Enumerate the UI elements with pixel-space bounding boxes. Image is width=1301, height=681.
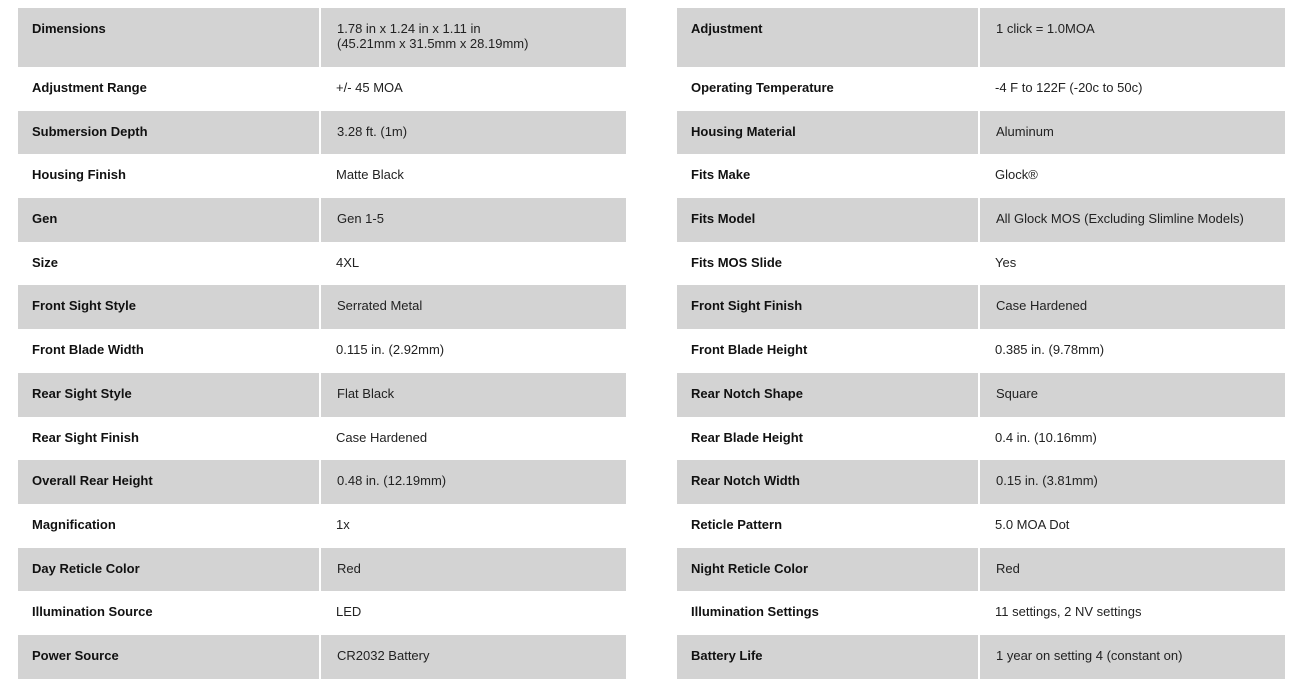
- spec-value: +/- 45 MOA: [321, 67, 626, 111]
- spec-value: Red: [321, 548, 626, 592]
- spec-value: 11 settings, 2 NV settings: [980, 591, 1285, 635]
- spec-label: Rear Notch Width: [677, 460, 980, 504]
- spec-value: 0.385 in. (9.78mm): [980, 329, 1285, 373]
- spec-value: Aluminum: [980, 111, 1285, 155]
- spec-row-front-blade-height: [677, 329, 1285, 373]
- spec-label: Illumination Source: [18, 591, 321, 635]
- spec-value: Serrated Metal: [321, 285, 626, 329]
- spec-label: Magnification: [18, 504, 321, 548]
- spec-label: Reticle Pattern: [677, 504, 980, 548]
- spec-row-night-reticle-color: [677, 548, 1285, 592]
- spec-value: 1 year on setting 4 (constant on): [980, 635, 1285, 679]
- spec-label: Rear Sight Finish: [18, 417, 321, 461]
- spec-row-rear-blade-height: [677, 417, 1285, 461]
- spec-label: Day Reticle Color: [18, 548, 321, 592]
- spec-label: Overall Rear Height: [18, 460, 321, 504]
- spec-value: Gen 1-5: [321, 198, 626, 242]
- spec-row-reticle-pattern: [677, 504, 1285, 548]
- spec-value: 1 click = 1.0MOA: [980, 8, 1285, 67]
- spec-value: 1x: [321, 504, 626, 548]
- spec-row-overall-rear-height: [18, 460, 626, 504]
- spec-row-fits-make: [677, 154, 1285, 198]
- spec-label: Fits MOS Slide: [677, 242, 980, 286]
- spec-label: Front Blade Width: [18, 329, 321, 373]
- spec-row-housing-material: [677, 111, 1285, 155]
- spec-label: Fits Model: [677, 198, 980, 242]
- spec-row-front-sight-style: [18, 285, 626, 329]
- spec-row-rear-notch-width: [677, 460, 1285, 504]
- spec-label: Rear Notch Shape: [677, 373, 980, 417]
- spec-value: 4XL: [321, 242, 626, 286]
- spec-value: Glock®: [980, 154, 1285, 198]
- spec-value: Case Hardened: [980, 285, 1285, 329]
- spec-row-rear-notch-shape: [677, 373, 1285, 417]
- spec-row-size: [18, 242, 626, 286]
- spec-label: Submersion Depth: [18, 111, 321, 155]
- spec-row-magnification: [18, 504, 626, 548]
- spec-row-housing-finish: [18, 154, 626, 198]
- spec-row-gen: [18, 198, 626, 242]
- spec-label: Dimensions: [18, 8, 321, 67]
- spec-value: LED: [321, 591, 626, 635]
- spec-value: 0.4 in. (10.16mm): [980, 417, 1285, 461]
- spec-value: 0.15 in. (3.81mm): [980, 460, 1285, 504]
- spec-value: Case Hardened: [321, 417, 626, 461]
- spec-label: Illumination Settings: [677, 591, 980, 635]
- spec-value: -4 F to 122F (-20c to 50c): [980, 67, 1285, 111]
- spec-label: Rear Sight Style: [18, 373, 321, 417]
- spec-table-right: [677, 8, 1285, 679]
- spec-value: Matte Black: [321, 154, 626, 198]
- spec-label: Size: [18, 242, 321, 286]
- spec-label: Adjustment: [677, 8, 980, 67]
- spec-value: Yes: [980, 242, 1285, 286]
- spec-label: Gen: [18, 198, 321, 242]
- spec-value: 5.0 MOA Dot: [980, 504, 1285, 548]
- spec-label: Front Sight Style: [18, 285, 321, 329]
- spec-value: 0.115 in. (2.92mm): [321, 329, 626, 373]
- spec-row-operating-temperature: [677, 67, 1285, 111]
- spec-value-line: 1.78 in x 1.24 in x 1.11 in: [337, 21, 481, 36]
- spec-row-adjustment-range: [18, 67, 626, 111]
- spec-value: Flat Black: [321, 373, 626, 417]
- spec-row-battery-life: [677, 635, 1285, 679]
- spec-row-submersion-depth: [18, 111, 626, 155]
- spec-label: Front Blade Height: [677, 329, 980, 373]
- spec-label: Operating Temperature: [677, 67, 980, 111]
- spec-value: 3.28 ft. (1m): [321, 111, 626, 155]
- spec-value: Red: [980, 548, 1285, 592]
- spec-row-rear-sight-style: [18, 373, 626, 417]
- spec-row-illumination-settings: [677, 591, 1285, 635]
- spec-value: CR2032 Battery: [321, 635, 626, 679]
- spec-table-left: [18, 8, 626, 679]
- spec-label: Power Source: [18, 635, 321, 679]
- spec-label: Adjustment Range: [18, 67, 321, 111]
- spec-row-fits-model: [677, 198, 1285, 242]
- spec-value: Square: [980, 373, 1285, 417]
- spec-label: Housing Finish: [18, 154, 321, 198]
- spec-row-fits-mos-slide: [677, 242, 1285, 286]
- spec-row-dimensions: [18, 8, 626, 67]
- spec-label: Front Sight Finish: [677, 285, 980, 329]
- spec-value-line: (45.21mm x 31.5mm x 28.19mm): [337, 36, 529, 51]
- spec-row-illumination-source: [18, 591, 626, 635]
- spec-row-rear-sight-finish: [18, 417, 626, 461]
- spec-label: Housing Material: [677, 111, 980, 155]
- spec-row-front-blade-width: [18, 329, 626, 373]
- spec-row-power-source: [18, 635, 626, 679]
- spec-row-day-reticle-color: [18, 548, 626, 592]
- spec-value: [321, 8, 626, 67]
- spec-value: All Glock MOS (Excluding Slimline Models): [980, 198, 1285, 242]
- spec-value: 0.48 in. (12.19mm): [321, 460, 626, 504]
- spec-label: Rear Blade Height: [677, 417, 980, 461]
- spec-label: Battery Life: [677, 635, 980, 679]
- spec-row-front-sight-finish: [677, 285, 1285, 329]
- spec-row-adjustment: [677, 8, 1285, 67]
- spec-label: Night Reticle Color: [677, 548, 980, 592]
- spec-label: Fits Make: [677, 154, 980, 198]
